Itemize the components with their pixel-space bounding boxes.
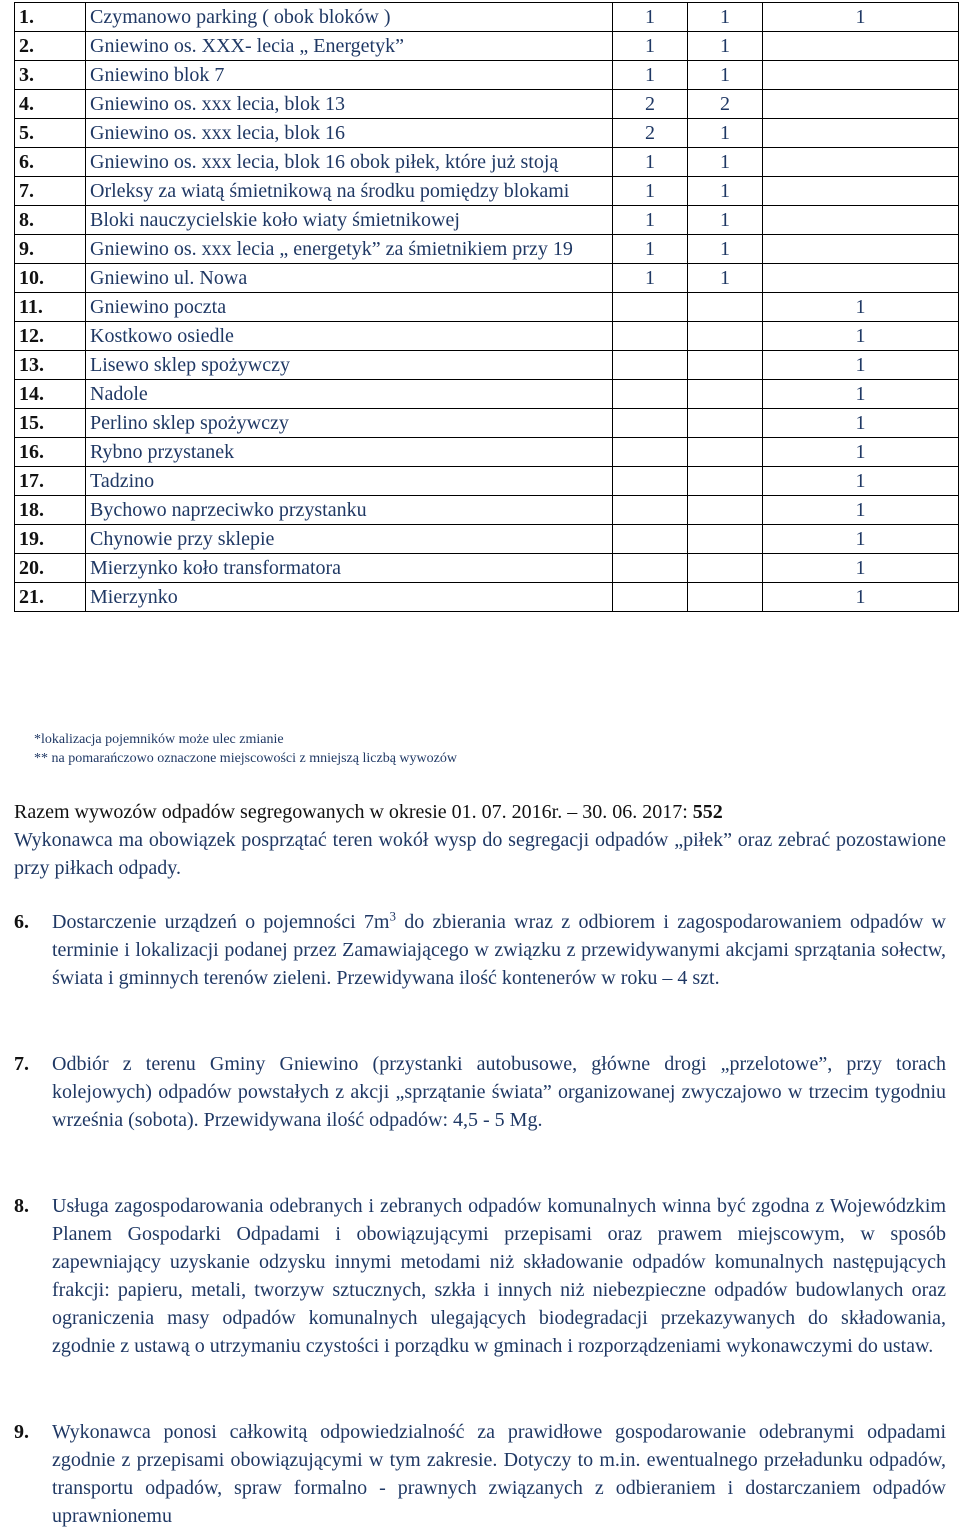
- count-col-3: [763, 264, 959, 293]
- count-col-1: 1: [613, 148, 688, 177]
- location-name: Tadzino: [86, 467, 613, 496]
- row-number: 17.: [15, 467, 86, 496]
- table-row: [15, 32, 959, 61]
- table-row: [15, 148, 959, 177]
- summary-total-label: Razem wywozów odpadów segregowanych w okresie 01. 07. 2016r. – 30. 06. 2017:: [14, 801, 688, 823]
- count-col-3: [763, 206, 959, 235]
- row-number: 8.: [15, 206, 86, 235]
- count-col-3: 1: [763, 525, 959, 554]
- count-col-1: 1: [613, 206, 688, 235]
- table-row: [15, 583, 959, 612]
- row-number: 11.: [15, 293, 86, 322]
- count-col-1: [613, 322, 688, 351]
- row-number: 3.: [15, 61, 86, 90]
- item-9: [14, 1418, 946, 1530]
- location-name: Lisewo sklep spożywczy: [86, 351, 613, 380]
- location-name: Gniewino blok 7: [86, 61, 613, 90]
- item-7-number: 7.: [14, 1053, 29, 1075]
- count-col-1: 1: [613, 264, 688, 293]
- summary-total-line: [14, 798, 946, 826]
- item-6-text-end: do zbierania wraz z odbiorem i zagospodarowaniem odpadów w terminie i lokalizacji podanej przez Zamawiającego w związku z przewidywanymi akcjami sprzątania sołectw, świata i gminnych terenów zieleni. Przewidywana ilość kontenerów w roku – 4 szt.: [52, 911, 946, 989]
- location-name: Bychowo naprzeciwko przystanku: [86, 496, 613, 525]
- count-col-1: [613, 351, 688, 380]
- location-name: Gniewino os. xxx lecia, blok 16: [86, 119, 613, 148]
- summary-section: [14, 798, 946, 882]
- count-col-3: 1: [763, 496, 959, 525]
- table-row: [15, 3, 959, 32]
- location-name: Mierzynko: [86, 583, 613, 612]
- count-col-2: 1: [688, 61, 763, 90]
- count-col-2: 1: [688, 177, 763, 206]
- locations-table-body: [15, 3, 959, 612]
- count-col-1: [613, 438, 688, 467]
- location-name: Perlino sklep spożywczy: [86, 409, 613, 438]
- count-col-2: 1: [688, 119, 763, 148]
- table-row: [15, 293, 959, 322]
- count-col-1: 1: [613, 235, 688, 264]
- count-col-1: [613, 467, 688, 496]
- row-number: 14.: [15, 380, 86, 409]
- item-9-number: 9.: [14, 1421, 29, 1443]
- table-row: [15, 235, 959, 264]
- summary-paragraph: Wykonawca ma obowiązek posprzątać teren wokół wysp do segregacji odpadów „piłek” oraz zebrać pozostawione przy piłkach odpady.: [14, 829, 946, 879]
- item-7-text: Odbiór z terenu Gminy Gniewino (przystanki autobusowe, główne drogi „przelotowe”, przy torach kolejowych) odpadów powstałych z akcji „sprzątanie świata” organizowanej zwyczajowo w trzecim tygodniu września (sobota). Przewidywana ilość odpadów: 4,5 - 5 Mg.: [52, 1053, 946, 1131]
- table-row: [15, 322, 959, 351]
- item-8-number: 8.: [14, 1195, 29, 1217]
- count-col-3: 1: [763, 380, 959, 409]
- location-name: Gniewino os. xxx lecia, blok 13: [86, 90, 613, 119]
- count-col-2: [688, 583, 763, 612]
- location-name: Chynowie przy sklepie: [86, 525, 613, 554]
- count-col-2: [688, 380, 763, 409]
- table-row: [15, 525, 959, 554]
- location-name: Gniewino poczta: [86, 293, 613, 322]
- location-name: Nadole: [86, 380, 613, 409]
- row-number: 19.: [15, 525, 86, 554]
- item-6-text-start: Dostarczenie urządzeń o pojemności 7m: [52, 911, 390, 933]
- count-col-3: 1: [763, 293, 959, 322]
- row-number: 10.: [15, 264, 86, 293]
- count-col-1: [613, 525, 688, 554]
- item-9-text: Wykonawca ponosi całkowitą odpowiedzialność za prawidłowe gospodarowanie odebranymi odpadami zgodnie z przepisami obowiązującymi w tym zakresie. Dotyczy to m.in. ewentualnego przeładunku odpadów, transportu odpadów, spraw formalno - prawnych związanych z odbieraniem i dostarczaniem odpadów uprawnionemu: [52, 1421, 946, 1527]
- count-col-1: [613, 496, 688, 525]
- table-row: [15, 119, 959, 148]
- row-number: 1.: [15, 3, 86, 32]
- count-col-3: 1: [763, 351, 959, 380]
- footnote-2: ** na pomarańczowo oznaczone miejscowości z mniejszą liczbą wywozów: [34, 751, 457, 766]
- count-col-2: 1: [688, 264, 763, 293]
- table-row: [15, 264, 959, 293]
- table-row: [15, 61, 959, 90]
- count-col-2: [688, 496, 763, 525]
- count-col-1: 1: [613, 32, 688, 61]
- location-name: Gniewino os. xxx lecia „ energetyk” za śmietnikiem przy 19: [86, 235, 613, 264]
- row-number: 15.: [15, 409, 86, 438]
- row-number: 5.: [15, 119, 86, 148]
- count-col-2: [688, 525, 763, 554]
- item-8: [14, 1192, 946, 1360]
- count-col-1: 2: [613, 119, 688, 148]
- item-7: [14, 1050, 946, 1134]
- table-row: [15, 177, 959, 206]
- count-col-2: 1: [688, 206, 763, 235]
- table-row: [15, 90, 959, 119]
- count-col-3: 1: [763, 583, 959, 612]
- row-number: 21.: [15, 583, 86, 612]
- location-name: Kostkowo osiedle: [86, 322, 613, 351]
- count-col-3: 1: [763, 554, 959, 583]
- count-col-1: 2: [613, 90, 688, 119]
- row-number: 6.: [15, 148, 86, 177]
- count-col-1: 1: [613, 3, 688, 32]
- count-col-3: [763, 90, 959, 119]
- count-col-1: [613, 583, 688, 612]
- table-row: [15, 409, 959, 438]
- location-name: Orleksy za wiatą śmietnikową na środku pomiędzy blokami: [86, 177, 613, 206]
- count-col-2: 1: [688, 32, 763, 61]
- count-col-2: [688, 293, 763, 322]
- count-col-3: 1: [763, 467, 959, 496]
- row-number: 9.: [15, 235, 86, 264]
- count-col-3: [763, 61, 959, 90]
- location-name: Mierzynko koło transformatora: [86, 554, 613, 583]
- row-number: 20.: [15, 554, 86, 583]
- count-col-2: 1: [688, 3, 763, 32]
- row-number: 2.: [15, 32, 86, 61]
- count-col-3: [763, 119, 959, 148]
- item-6-number: 6.: [14, 911, 29, 933]
- count-col-1: [613, 380, 688, 409]
- count-col-2: 1: [688, 235, 763, 264]
- table-row: [15, 438, 959, 467]
- table-row: [15, 351, 959, 380]
- table-row: [15, 206, 959, 235]
- footnote-1: *lokalizacja pojemników może ulec zmianie: [34, 732, 284, 747]
- table-row: [15, 496, 959, 525]
- row-number: 13.: [15, 351, 86, 380]
- summary-total-value: 552: [692, 801, 723, 823]
- item-6-text: [52, 908, 946, 992]
- location-name: Rybno przystanek: [86, 438, 613, 467]
- item-6: [14, 908, 946, 992]
- table-row: [15, 554, 959, 583]
- footnotes: [34, 730, 457, 768]
- count-col-3: 1: [763, 409, 959, 438]
- count-col-1: 1: [613, 177, 688, 206]
- item-8-text: Usługa zagospodarowania odebranych i zebranych odpadów komunalnych winna być zgodna z Wojewódzkim Planem Gospodarki Odpadami i obowiązującymi przepisami oraz prawem miejscowym, w sposób zapewniający uzyskanie odzysku innymi metodami niż składowanie odpadów komunalnych następujących frakcji: papieru, metali, tworzyw sztucznych, szkła i innych niż niebezpieczne odpadów budowlanych oraz ograniczenia masy odpadów komunalnych ulegających biodegradacji przekazywanych do składowania, zgodnie z ustawą o utrzymaniu czystości i porządku w gminach i rozporządzeniami wykonawczymi do ustaw.: [52, 1195, 946, 1357]
- count-col-1: 1: [613, 61, 688, 90]
- count-col-3: 1: [763, 438, 959, 467]
- count-col-3: 1: [763, 3, 959, 32]
- table-row: [15, 380, 959, 409]
- row-number: 4.: [15, 90, 86, 119]
- count-col-3: [763, 148, 959, 177]
- count-col-3: [763, 32, 959, 61]
- table-row: [15, 467, 959, 496]
- locations-table: [14, 2, 959, 612]
- row-number: 7.: [15, 177, 86, 206]
- count-col-3: 1: [763, 322, 959, 351]
- count-col-2: [688, 554, 763, 583]
- location-name: Bloki nauczycielskie koło wiaty śmietnikowej: [86, 206, 613, 235]
- count-col-2: 2: [688, 90, 763, 119]
- location-name: Gniewino ul. Nowa: [86, 264, 613, 293]
- count-col-1: [613, 554, 688, 583]
- count-col-2: [688, 322, 763, 351]
- count-col-2: [688, 467, 763, 496]
- count-col-1: [613, 293, 688, 322]
- count-col-3: [763, 177, 959, 206]
- row-number: 18.: [15, 496, 86, 525]
- item-6-superscript: 3: [389, 908, 396, 924]
- location-name: Gniewino os. XXX- lecia „ Energetyk”: [86, 32, 613, 61]
- count-col-1: [613, 409, 688, 438]
- count-col-2: [688, 409, 763, 438]
- row-number: 16.: [15, 438, 86, 467]
- count-col-3: [763, 235, 959, 264]
- count-col-2: [688, 438, 763, 467]
- location-name: Czymanowo parking ( obok bloków ): [86, 3, 613, 32]
- row-number: 12.: [15, 322, 86, 351]
- location-name: Gniewino os. xxx lecia, blok 16 obok piłek, które już stoją: [86, 148, 613, 177]
- count-col-2: 1: [688, 148, 763, 177]
- count-col-2: [688, 351, 763, 380]
